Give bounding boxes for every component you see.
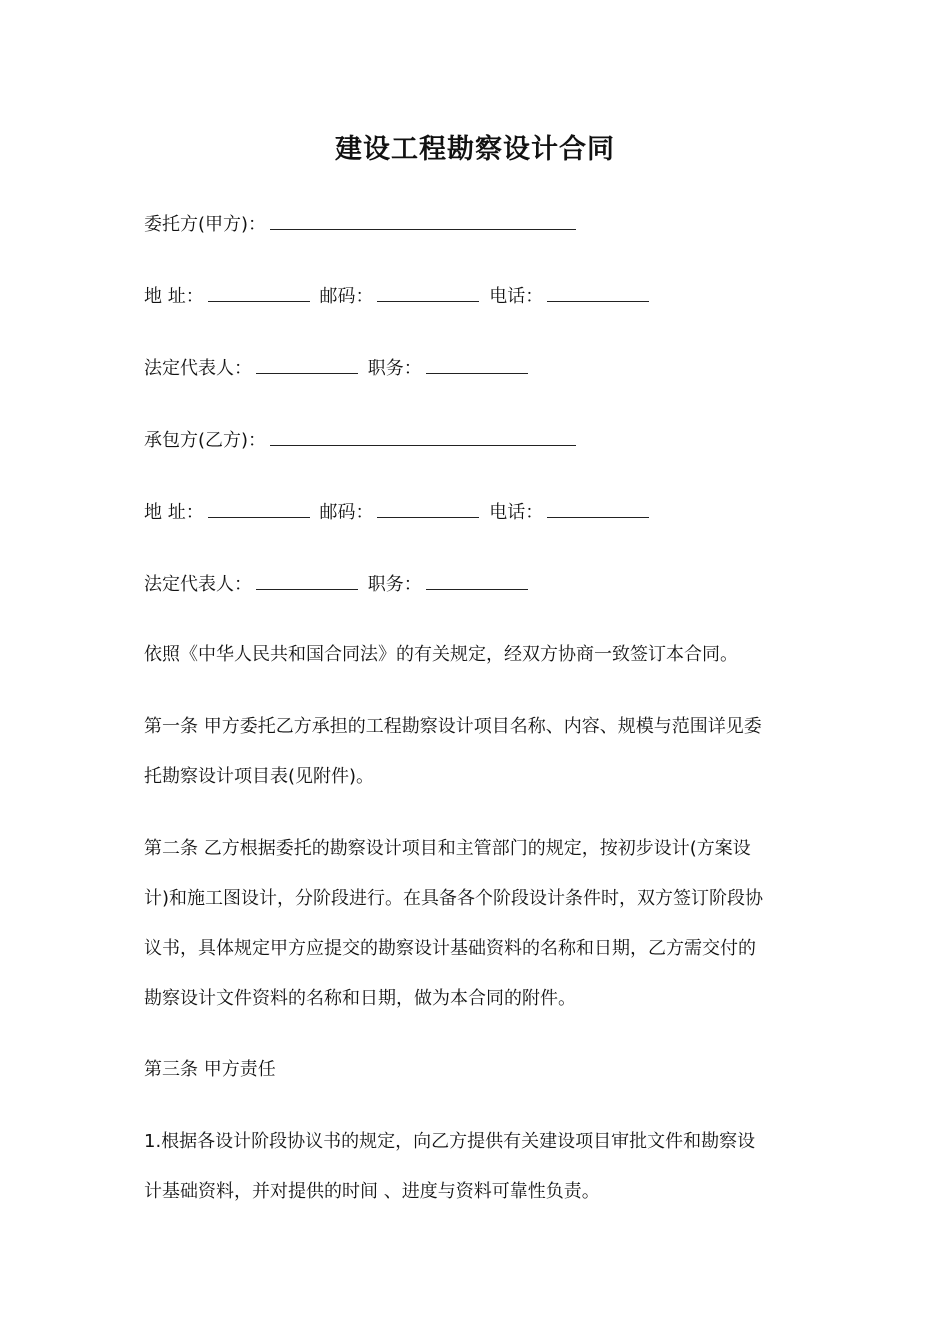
article-3-item-1-line: 1.根据各设计阶段协议书的规定，向乙方提供有关建设项目审批文件和勘察设 [144,1131,756,1152]
party-a-contact-line [144,283,653,309]
article-1-line: 托勘察设计项目表(见附件)。 [144,766,375,787]
party-b-rep-blank [256,571,358,590]
article-1 [144,702,809,802]
party-a-position-blank [426,355,528,374]
party-a-line [144,211,580,237]
party-b-label: 承包方(乙方)： [144,430,267,451]
party-a-postcode-label: 邮码： [319,286,374,307]
party-a-address-blank [208,283,310,302]
party-b-postcode-blank [377,499,479,518]
party-a-rep-line [144,355,532,381]
party-b-contact-line [144,499,653,525]
party-a-postcode-blank [377,283,479,302]
article-2 [144,824,809,1024]
preamble: 依照《中华人民共和国合同法》的有关规定，经双方协商一致签订本合同。 [144,644,738,665]
article-3-heading: 第三条 甲方责任 [144,1059,276,1080]
party-b-name-blank [270,427,576,446]
party-b-phone-label: 电话： [489,502,544,523]
article-2-line: 勘察设计文件资料的名称和日期，做为本合同的附件。 [144,988,576,1009]
party-a-phone-blank [547,283,649,302]
party-a-label: 委托方(甲方)： [144,214,267,235]
article-1-line: 第一条 甲方委托乙方承担的工程勘察设计项目名称、内容、规模与范围详见委 [144,716,762,737]
party-a-address-label: 地 址： [144,286,204,307]
party-b-address-blank [208,499,310,518]
party-b-rep-line [144,571,532,597]
article-2-line: 计)和施工图设计，分阶段进行。在具备各个阶段设计条件时，双方签订阶段协 [144,888,764,909]
party-b-position-label: 职务： [367,574,422,595]
party-b-line [144,427,580,453]
party-a-rep-label: 法定代表人： [144,358,252,379]
party-b-position-blank [426,571,528,590]
article-3-item-1-line: 计基础资料，并对提供的时间 、进度与资料可靠性负责。 [144,1181,600,1202]
party-a-position-label: 职务： [367,358,422,379]
page-title: 建设工程勘察设计合同 [335,134,615,165]
party-b-rep-label: 法定代表人： [144,574,252,595]
party-a-rep-blank [256,355,358,374]
party-a-name-blank [270,211,576,230]
party-a-phone-label: 电话： [489,286,544,307]
article-2-line: 第二条 乙方根据委托的勘察设计项目和主管部门的规定，按初步设计(方案设 [144,838,751,859]
party-b-phone-blank [547,499,649,518]
article-2-line: 议书，具体规定甲方应提交的勘察设计基础资料的名称和日期，乙方需交付的 [144,938,756,959]
article-3-item-1 [144,1117,809,1217]
party-b-address-label: 地 址： [144,502,204,523]
party-b-postcode-label: 邮码： [319,502,374,523]
